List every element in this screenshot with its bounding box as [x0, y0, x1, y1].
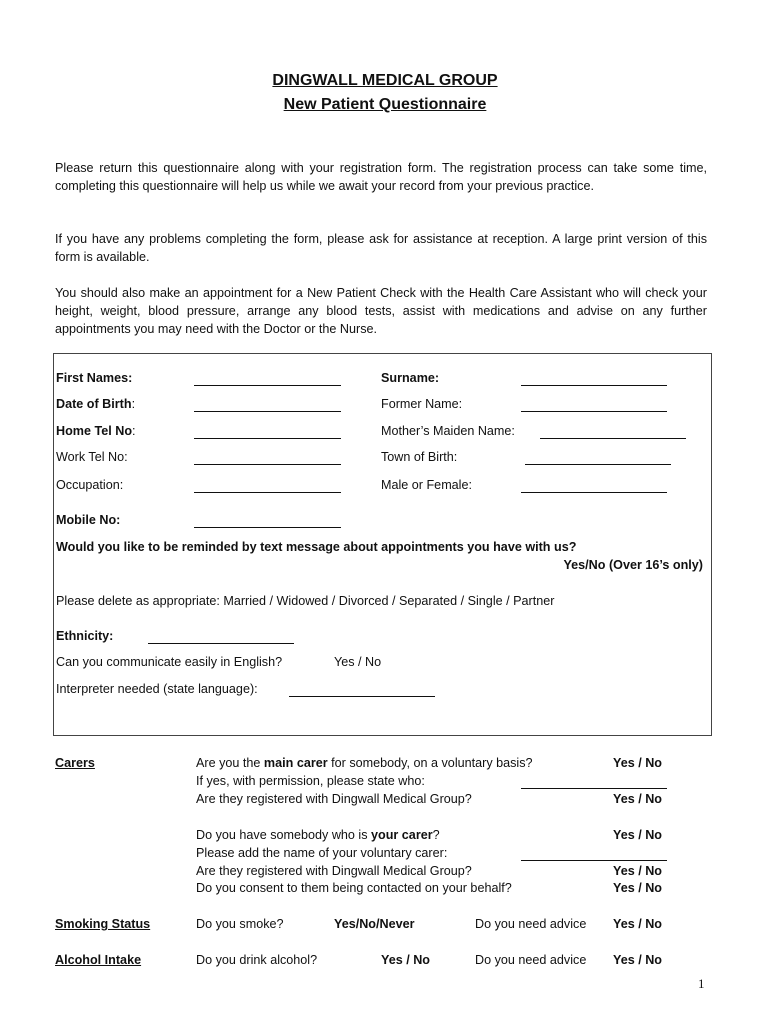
carer-consent-question: Do you consent to them being contacted on your behalf? — [196, 881, 512, 895]
intro-paragraph-2: If you have any problems completing the form, please ask for assistance at reception. A large print version of this form is available. — [55, 232, 707, 264]
occupation-field[interactable] — [194, 492, 341, 493]
maiden-name-label: Mother’s Maiden Name: — [381, 424, 515, 438]
carers-heading: Carers — [55, 756, 95, 770]
smoking-heading: Smoking Status — [55, 917, 151, 931]
home-tel-field[interactable] — [194, 438, 341, 439]
marital-status-line[interactable]: Please delete as appropriate: Married / Widowed / Divorced / Separated / Single / Partner — [56, 594, 555, 608]
form-title: New Patient Questionnaire — [283, 96, 487, 113]
occupation-label: Occupation: — [56, 478, 124, 492]
main-carer-question: Are you the main carer for somebody, on a voluntary basis? — [196, 756, 533, 770]
reminder-question: Would you like to be reminded by text message about appointments you have with us? — [56, 540, 577, 554]
maiden-name-field[interactable] — [540, 438, 686, 439]
carer-registered-question: Are they registered with Dingwall Medical Group? — [196, 864, 472, 878]
carer-registered-answer[interactable]: Yes / No — [613, 864, 662, 878]
work-tel-label: Work Tel No: — [56, 450, 128, 464]
sex-field[interactable] — [521, 492, 667, 493]
page-number: 1 — [698, 976, 705, 991]
smoking-advice-question: Do you need advice — [475, 917, 587, 931]
interpreter-label: Interpreter needed (state language): — [56, 682, 258, 696]
cared-registered-question: Are they registered with Dingwall Medical Group? — [196, 792, 472, 806]
organisation-title: DINGWALL MEDICAL GROUP — [272, 72, 498, 89]
first-names-label: First Names: — [56, 371, 133, 385]
surname-label: Surname: — [381, 371, 440, 385]
alcohol-question: Do you drink alcohol? — [196, 953, 318, 967]
first-names-field[interactable] — [194, 385, 341, 386]
english-answer[interactable]: Yes / No — [334, 655, 382, 669]
cared-person-prompt: If yes, with permission, please state who: — [196, 774, 425, 788]
reminder-answer[interactable]: Yes/No (Over 16’s only) — [563, 558, 703, 572]
english-question: Can you communicate easily in English? — [56, 655, 283, 669]
work-tel-field[interactable] — [194, 464, 341, 465]
home-tel-label: Home Tel No: — [56, 424, 136, 438]
mobile-label: Mobile No: — [56, 513, 121, 527]
former-name-label: Former Name: — [381, 397, 463, 411]
carer-name-field[interactable] — [521, 860, 667, 861]
cared-registered-answer[interactable]: Yes / No — [613, 792, 662, 806]
your-carer-answer[interactable]: Yes / No — [613, 828, 662, 842]
ethnicity-field[interactable] — [148, 643, 294, 644]
smoking-answer[interactable]: Yes/No/Never — [334, 917, 415, 931]
dob-label: Date of Birth: — [56, 397, 136, 411]
intro-paragraph-3: You should also make an appointment for a New Patient Check with the Health Care Assistant who will check your height, weight, blood pressure, arrange any blood tests, assist with medications and advise on any further appointments you may need with the Doctor or the Nurse. — [55, 286, 707, 336]
smoking-advice-answer[interactable]: Yes / No — [613, 917, 662, 931]
alcohol-heading: Alcohol Intake — [55, 953, 142, 967]
interpreter-field[interactable] — [289, 696, 435, 697]
carer-name-prompt: Please add the name of your voluntary carer: — [196, 846, 448, 860]
sex-label: Male or Female: — [381, 478, 472, 492]
former-name-field[interactable] — [521, 411, 667, 412]
carer-consent-answer[interactable]: Yes / No — [613, 881, 662, 895]
alcohol-answer[interactable]: Yes / No — [381, 953, 430, 967]
dob-field[interactable] — [194, 411, 341, 412]
alcohol-advice-question: Do you need advice — [475, 953, 587, 967]
surname-field[interactable] — [521, 385, 667, 386]
main-carer-answer[interactable]: Yes / No — [613, 756, 662, 770]
town-of-birth-label: Town of Birth: — [381, 450, 458, 464]
intro-paragraph-1: Please return this questionnaire along with your registration form. The registration process can take some time, completing this questionnaire will help us while we await your record from your previous practice. — [55, 161, 707, 193]
alcohol-advice-answer[interactable]: Yes / No — [613, 953, 662, 967]
town-of-birth-field[interactable] — [525, 464, 671, 465]
cared-person-field[interactable] — [521, 788, 667, 789]
your-carer-question: Do you have somebody who is your carer? — [196, 828, 440, 842]
smoking-question: Do you smoke? — [196, 917, 284, 931]
mobile-field[interactable] — [194, 527, 341, 528]
ethnicity-label: Ethnicity: — [56, 629, 114, 643]
